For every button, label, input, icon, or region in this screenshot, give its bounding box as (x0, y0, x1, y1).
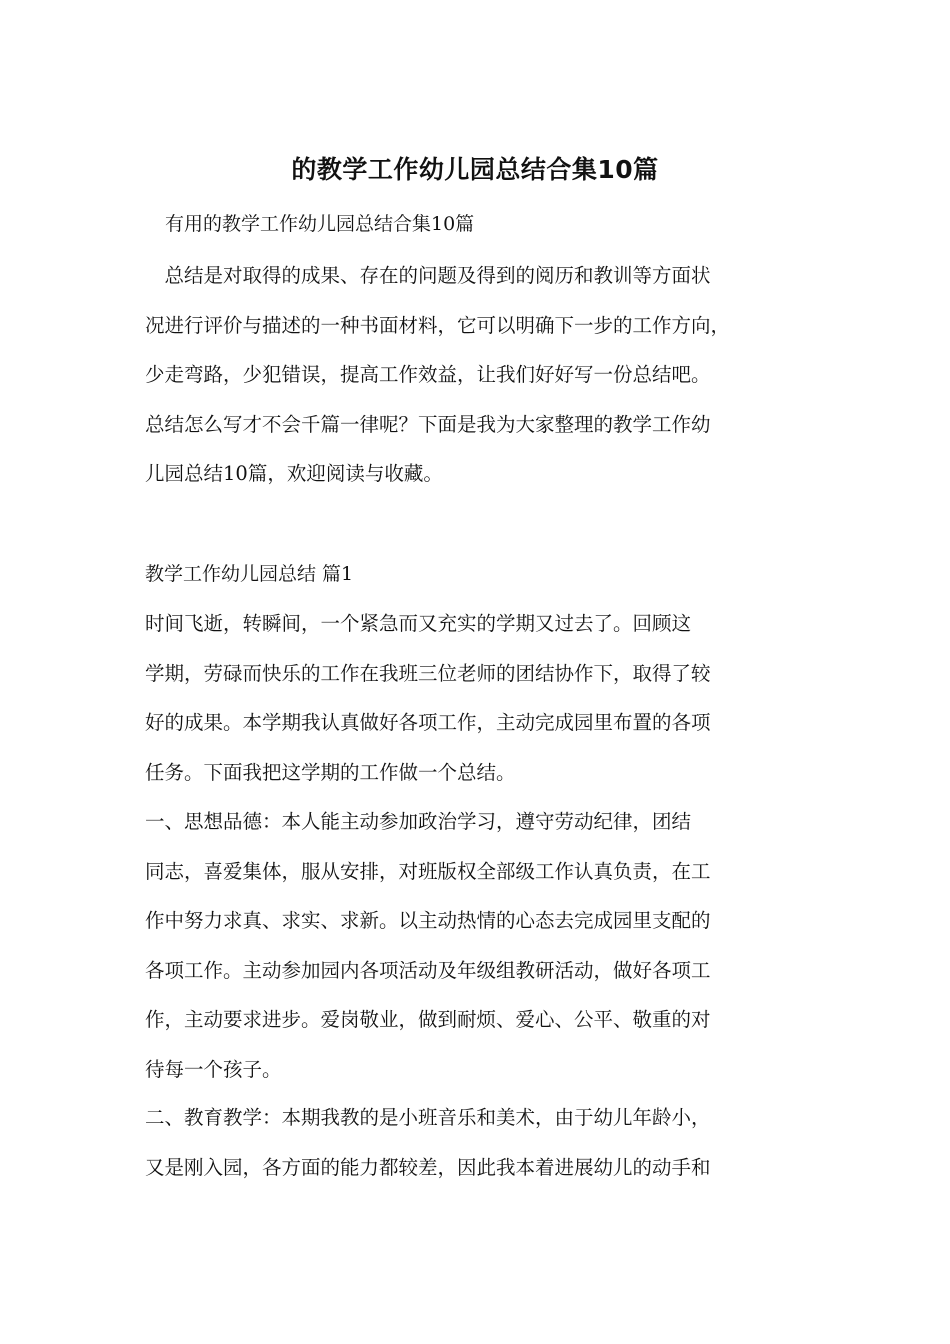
paragraph-line: 作中努力求真、求实、求新。以主动热情的心态去完成园里支配的 (145, 909, 711, 933)
paragraph-line: 二、教育教学：本期我教的是小班音乐和美术，由于幼儿年龄小， (145, 1106, 711, 1129)
body-paragraph-1 (145, 599, 845, 797)
document-title: 的教学工作幼儿园总结合集10篇 (291, 155, 659, 184)
paragraph-line: 各项工作。主动参加园内各项活动及年级组教研活动，做好各项工 (145, 958, 711, 982)
intro-line: 少走弯路，少犯错误，提高工作效益，让我们好好写一份总结吧。 (145, 363, 711, 387)
paragraph-line: 待每一个孩子。 (145, 1057, 282, 1081)
paragraph-line: 任务。下面我把这学期的工作做一个总结。 (145, 760, 516, 784)
paragraph-line: 时间飞逝，转瞬间，一个紧急而又充实的学期又过去了。回顾这 (145, 612, 692, 635)
intro-line: 总结怎么写才不会千篇一律呢？下面是我为大家整理的教学工作幼 (145, 412, 711, 436)
paragraph-line: 又是刚入园，各方面的能力都较差，因此我本着进展幼儿的动手和 (145, 1155, 711, 1179)
section-heading: 教学工作幼儿园总结 篇1 (145, 563, 354, 585)
paragraph-line: 好的成果。本学期我认真做好各项工作，主动完成园里布置的各项 (145, 711, 711, 735)
body-paragraph-2 (145, 797, 845, 1095)
paragraph-line: 作，主动要求进步。爱岗敬业，做到耐烦、爱心、公平、敬重的对 (145, 1008, 711, 1032)
intro-line: 儿园总结10篇，欢迎阅读与收藏。 (145, 462, 443, 486)
document-subtitle: 有用的教学工作幼儿园总结合集10篇 (165, 213, 475, 235)
intro-paragraph (145, 251, 845, 499)
paragraph-line: 同志，喜爱集体，服从安排，对班版权全部级工作认真负责，在工 (145, 859, 711, 883)
body-paragraph-3 (145, 1093, 845, 1192)
paragraph-line: 一、思想品德：本人能主动参加政治学习，遵守劳动纪律，团结 (145, 810, 692, 833)
intro-line: 总结是对取得的成果、存在的问题及得到的阅历和教训等方面状 (145, 264, 711, 287)
intro-line: 况进行评价与描述的一种书面材料，它可以明确下一步的工作方向， (145, 313, 731, 337)
paragraph-line: 学期，劳碌而快乐的工作在我班三位老师的团结协作下，取得了较 (145, 661, 711, 685)
